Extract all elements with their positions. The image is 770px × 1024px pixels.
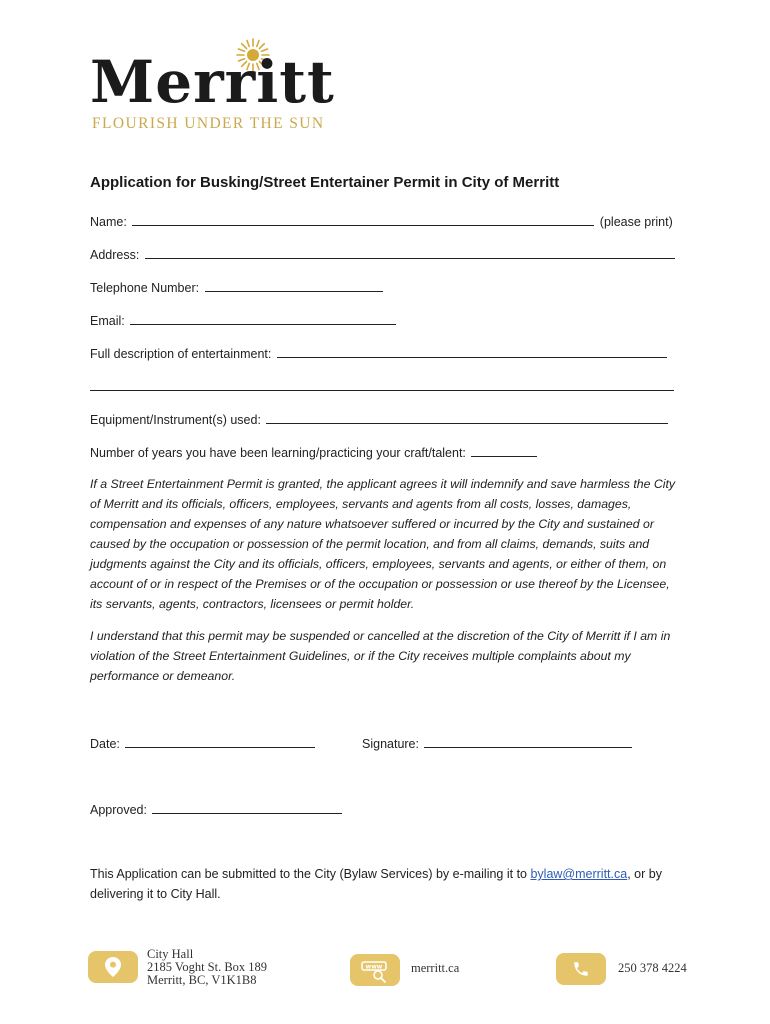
name-field[interactable] xyxy=(132,212,594,226)
approved-row xyxy=(90,800,344,817)
merritt-logo xyxy=(90,38,335,138)
logo-tagline: FLOURISH UNDER THE SUN xyxy=(92,115,325,132)
telephone-row xyxy=(90,278,385,295)
equipment-field[interactable] xyxy=(266,410,668,424)
location-pin-icon xyxy=(105,957,121,977)
submission-text-before: This Application can be submitted to the City (Bylaw Services) by e-mailing it to xyxy=(90,867,531,881)
phone-badge xyxy=(556,953,606,985)
bylaw-email-link[interactable]: bylaw@merritt.ca xyxy=(530,867,628,881)
footer-address-line3: Merritt, BC, V1K1B8 xyxy=(147,973,257,987)
equipment-row xyxy=(90,410,670,427)
www-text: www xyxy=(365,963,383,971)
description-row-2 xyxy=(90,377,676,394)
email-field[interactable] xyxy=(130,311,396,325)
email-row xyxy=(90,311,398,328)
footer-phone-text[interactable]: 250 378 4224 xyxy=(618,961,687,975)
description-field-line-2[interactable] xyxy=(90,377,674,391)
footer-phone xyxy=(556,948,706,988)
signature-label: Signature: xyxy=(362,737,419,751)
address-label: Address: xyxy=(90,248,140,262)
telephone-field[interactable] xyxy=(205,278,383,292)
date-field[interactable] xyxy=(125,734,315,748)
description-row xyxy=(90,344,669,361)
years-field[interactable] xyxy=(471,443,537,457)
email-label: Email: xyxy=(90,314,125,328)
approved-label: Approved: xyxy=(90,803,147,817)
years-row xyxy=(90,443,539,460)
signature-field[interactable] xyxy=(424,734,632,748)
page-title: Application for Busking/Street Entertainer Permit in City of Merritt xyxy=(90,174,560,191)
footer-address-line1: City Hall xyxy=(147,947,194,961)
date-row xyxy=(90,734,317,751)
suspension-paragraph: I understand that this permit may be suspended or cancelled at the discretion of the City of Merritt if I am in violation of the Street Entertainment Guidelines, or if the City receives multiple complaints about my performance or demeanor. xyxy=(90,629,671,683)
description-label: Full description of entertainment: xyxy=(90,347,272,361)
indemnity-paragraph: If a Street Entertainment Permit is granted, the applicant agrees it will indemnify and save harmless the City of Merritt and its officials, officers, employees, servants and agents from all costs, losses, damages, compensation and expenses of any nature whatsoever suffered or incurred by the City and sustained or caused by the occupation or possession of the permit location, and from all claims, demands, suits and judgments against the City and its officials, officers, employees, servants and agents, or either of them, on account of or in respect of the Premises or of the occupation or possession or use thereof by the Licensee, its servants, agents, contractors, licensees or permit holder. xyxy=(90,477,676,611)
footer-address-line2: 2185 Voght St. Box 189 xyxy=(147,960,268,974)
approved-field[interactable] xyxy=(152,800,342,814)
phone-icon xyxy=(572,960,590,978)
location-badge xyxy=(88,951,138,983)
telephone-label: Telephone Number: xyxy=(90,281,200,295)
web-search-icon xyxy=(359,957,391,983)
submission-note xyxy=(90,864,690,904)
name-label: Name: xyxy=(90,215,127,229)
name-row xyxy=(90,212,673,229)
logo-wordmark: Merritt xyxy=(90,48,335,116)
footer-website-text[interactable]: merritt.ca xyxy=(411,961,460,975)
equipment-label: Equipment/Instrument(s) used: xyxy=(90,413,261,427)
footer-website xyxy=(350,948,490,988)
address-row xyxy=(90,245,677,262)
website-badge xyxy=(350,954,400,986)
date-label: Date: xyxy=(90,737,120,751)
submission-text-after: , or by delivering it to City Hall. xyxy=(90,867,662,901)
name-suffix: (please print) xyxy=(599,215,673,229)
description-field[interactable] xyxy=(277,344,667,358)
years-label: Number of years you have been learning/practicing your craft/talent: xyxy=(90,446,466,460)
signature-row xyxy=(362,734,634,751)
address-field[interactable] xyxy=(145,245,675,259)
footer-address xyxy=(88,948,288,988)
